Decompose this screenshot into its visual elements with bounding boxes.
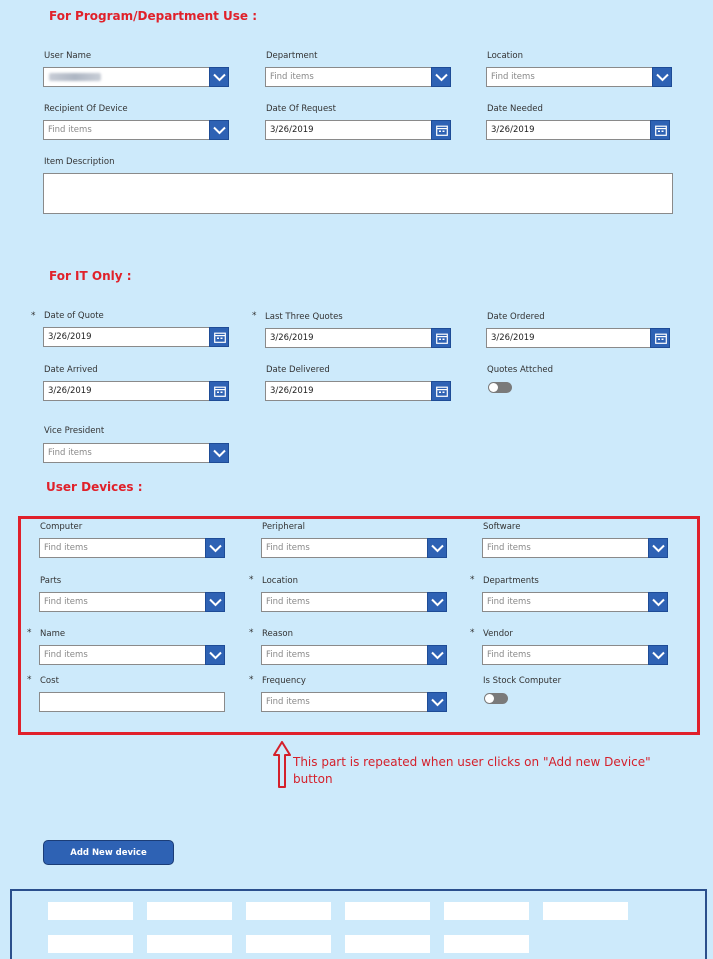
date-arrived-calendar-button[interactable] — [209, 381, 229, 401]
computer-label: Computer — [40, 522, 83, 532]
date-arrived-label: Date Arrived — [44, 365, 98, 375]
devices-section-title: User Devices : — [46, 480, 143, 494]
date-needed-picker[interactable] — [486, 120, 670, 140]
name-label: Name — [40, 629, 66, 639]
stock-computer-toggle[interactable] — [484, 693, 508, 704]
date-delivered-picker[interactable] — [265, 381, 451, 401]
departments-placeholder: Find items — [487, 597, 531, 607]
date-ordered-picker[interactable] — [486, 328, 670, 348]
stock-computer-label: Is Stock Computer — [483, 676, 562, 686]
name-placeholder: Find items — [44, 650, 88, 660]
name-dropdown-button[interactable] — [205, 645, 225, 665]
frequency-dropdown-button[interactable] — [427, 692, 447, 712]
name-combobox[interactable] — [39, 645, 225, 665]
required-marker: * — [249, 675, 254, 685]
vendor-dropdown-button[interactable] — [648, 645, 668, 665]
frequency-placeholder: Find items — [266, 697, 310, 707]
location-label: Location — [487, 51, 523, 61]
department-dropdown-button[interactable] — [431, 67, 451, 87]
user-name-label: User Name — [44, 51, 92, 61]
location-dropdown-button[interactable] — [652, 67, 672, 87]
chevron-down-icon — [213, 126, 226, 135]
reason-dropdown-button[interactable] — [427, 645, 447, 665]
location-combobox[interactable] — [486, 67, 672, 87]
date-arrived-picker[interactable] — [43, 381, 229, 401]
chevron-down-icon — [431, 651, 444, 660]
last-quotes-value: 3/26/2019 — [270, 333, 314, 343]
placeholder-cell — [147, 902, 232, 920]
required-marker: * — [249, 575, 254, 585]
chevron-down-icon — [656, 73, 669, 82]
parts-placeholder: Find items — [44, 597, 88, 607]
placeholder-cell — [345, 935, 430, 953]
required-marker: * — [470, 575, 475, 585]
chevron-down-icon — [209, 651, 222, 660]
it-section-title: For IT Only : — [49, 269, 132, 283]
chevron-down-icon — [213, 449, 226, 458]
vp-dropdown-button[interactable] — [209, 443, 229, 463]
required-marker: * — [249, 628, 254, 638]
item-description-label: Item Description — [44, 157, 115, 167]
required-marker: * — [470, 628, 475, 638]
departments-dropdown-button[interactable] — [648, 592, 668, 612]
date-quote-label: Date of Quote — [44, 311, 104, 321]
add-new-device-button[interactable]: Add New device — [43, 840, 174, 865]
date-quote-value: 3/26/2019 — [48, 332, 92, 342]
placeholder-cell — [147, 935, 232, 953]
peripheral-combobox[interactable] — [261, 538, 447, 558]
quotes-attached-toggle[interactable] — [488, 382, 512, 393]
chevron-down-icon — [209, 598, 222, 607]
chevron-down-icon — [435, 73, 448, 82]
date-needed-calendar-button[interactable] — [650, 120, 670, 140]
date-request-calendar-button[interactable] — [431, 120, 451, 140]
last-quotes-picker[interactable] — [265, 328, 451, 348]
vp-combobox[interactable] — [43, 443, 229, 463]
date-delivered-value: 3/26/2019 — [270, 386, 314, 396]
required-marker: * — [252, 311, 257, 321]
vendor-label: Vendor — [483, 629, 513, 639]
date-needed-value: 3/26/2019 — [491, 125, 535, 135]
program-section-title: For Program/Department Use : — [49, 9, 258, 23]
software-label: Software — [483, 522, 521, 532]
date-ordered-label: Date Ordered — [487, 312, 545, 322]
department-combobox[interactable] — [265, 67, 451, 87]
peripheral-label: Peripheral — [262, 522, 305, 532]
cost-label: Cost — [40, 676, 59, 686]
reason-label: Reason — [262, 629, 293, 639]
date-ordered-calendar-button[interactable] — [650, 328, 670, 348]
recipient-combobox[interactable] — [43, 120, 229, 140]
vp-label: Vice President — [44, 426, 105, 436]
computer-combobox[interactable] — [39, 538, 225, 558]
date-request-value: 3/26/2019 — [270, 125, 314, 135]
recipient-dropdown-button[interactable] — [209, 120, 229, 140]
calendar-icon — [655, 333, 667, 344]
toggle-knob — [485, 694, 494, 703]
calendar-icon — [436, 125, 448, 136]
recipient-label: Recipient Of Device — [44, 104, 128, 114]
date-arrived-value: 3/26/2019 — [48, 386, 92, 396]
software-placeholder: Find items — [487, 543, 531, 553]
toggle-knob — [489, 383, 498, 392]
date-delivered-calendar-button[interactable] — [431, 381, 451, 401]
departments-label: Departments — [483, 576, 539, 586]
placeholder-cell — [444, 902, 529, 920]
software-dropdown-button[interactable] — [648, 538, 668, 558]
calendar-icon — [436, 386, 448, 397]
peripheral-placeholder: Find items — [266, 543, 310, 553]
recipient-placeholder: Find items — [48, 125, 92, 135]
blurred-user-name — [49, 73, 101, 81]
vendor-combobox[interactable] — [482, 645, 668, 665]
date-request-picker[interactable] — [265, 120, 451, 140]
frequency-label: Frequency — [262, 676, 306, 686]
date-request-label: Date Of Request — [266, 104, 336, 114]
reason-combobox[interactable] — [261, 645, 447, 665]
parts-label: Parts — [40, 576, 62, 586]
chevron-down-icon — [652, 598, 665, 607]
item-description-input[interactable] — [43, 173, 673, 214]
software-combobox[interactable] — [482, 538, 668, 558]
device-location-placeholder: Find items — [266, 597, 310, 607]
date-ordered-value: 3/26/2019 — [491, 333, 535, 343]
peripheral-dropdown-button[interactable] — [427, 538, 447, 558]
computer-placeholder: Find items — [44, 543, 88, 553]
required-marker: * — [31, 311, 36, 321]
chevron-down-icon — [431, 698, 444, 707]
date-delivered-label: Date Delivered — [266, 365, 330, 375]
location-placeholder: Find items — [491, 72, 535, 82]
last-quotes-label: Last Three Quotes — [265, 312, 343, 322]
calendar-icon — [655, 125, 667, 136]
department-label: Department — [266, 51, 318, 61]
computer-dropdown-button[interactable] — [205, 538, 225, 558]
required-marker: * — [27, 675, 32, 685]
placeholder-cell — [246, 935, 331, 953]
date-needed-label: Date Needed — [487, 104, 543, 114]
date-quote-calendar-button[interactable] — [209, 327, 229, 347]
placeholder-cell — [48, 935, 133, 953]
device-location-label: Location — [262, 576, 298, 586]
chevron-down-icon — [652, 544, 665, 553]
frequency-combobox[interactable] — [261, 692, 447, 712]
vp-placeholder: Find items — [48, 448, 92, 458]
parts-combobox[interactable] — [39, 592, 225, 612]
chevron-down-icon — [209, 544, 222, 553]
placeholder-cell — [48, 902, 133, 920]
parts-dropdown-button[interactable] — [205, 592, 225, 612]
reason-placeholder: Find items — [266, 650, 310, 660]
department-placeholder: Find items — [270, 72, 314, 82]
date-quote-picker[interactable] — [43, 327, 229, 347]
departments-combobox[interactable] — [482, 592, 668, 612]
user-name-combobox[interactable] — [43, 67, 229, 87]
chevron-down-icon — [431, 544, 444, 553]
chevron-down-icon — [431, 598, 444, 607]
calendar-icon — [214, 386, 226, 397]
placeholder-cell — [345, 902, 430, 920]
required-marker: * — [27, 628, 32, 638]
vendor-placeholder: Find items — [487, 650, 531, 660]
user-name-dropdown-button[interactable] — [209, 67, 229, 87]
up-arrow-icon — [273, 741, 291, 789]
quotes-attached-label: Quotes Attched — [487, 365, 553, 375]
device-location-combobox[interactable] — [261, 592, 447, 612]
placeholder-cell — [444, 935, 529, 953]
chevron-down-icon — [652, 651, 665, 660]
calendar-icon — [214, 332, 226, 343]
calendar-icon — [436, 333, 448, 344]
placeholder-cell — [246, 902, 331, 920]
annotation-note: This part is repeated when user clicks on "Add new Device" button — [293, 755, 651, 786]
last-quotes-calendar-button[interactable] — [431, 328, 451, 348]
device-location-dropdown-button[interactable] — [427, 592, 447, 612]
placeholder-cell — [543, 902, 628, 920]
cost-input[interactable] — [39, 692, 225, 712]
chevron-down-icon — [213, 73, 226, 82]
device-list-panel — [10, 889, 707, 959]
